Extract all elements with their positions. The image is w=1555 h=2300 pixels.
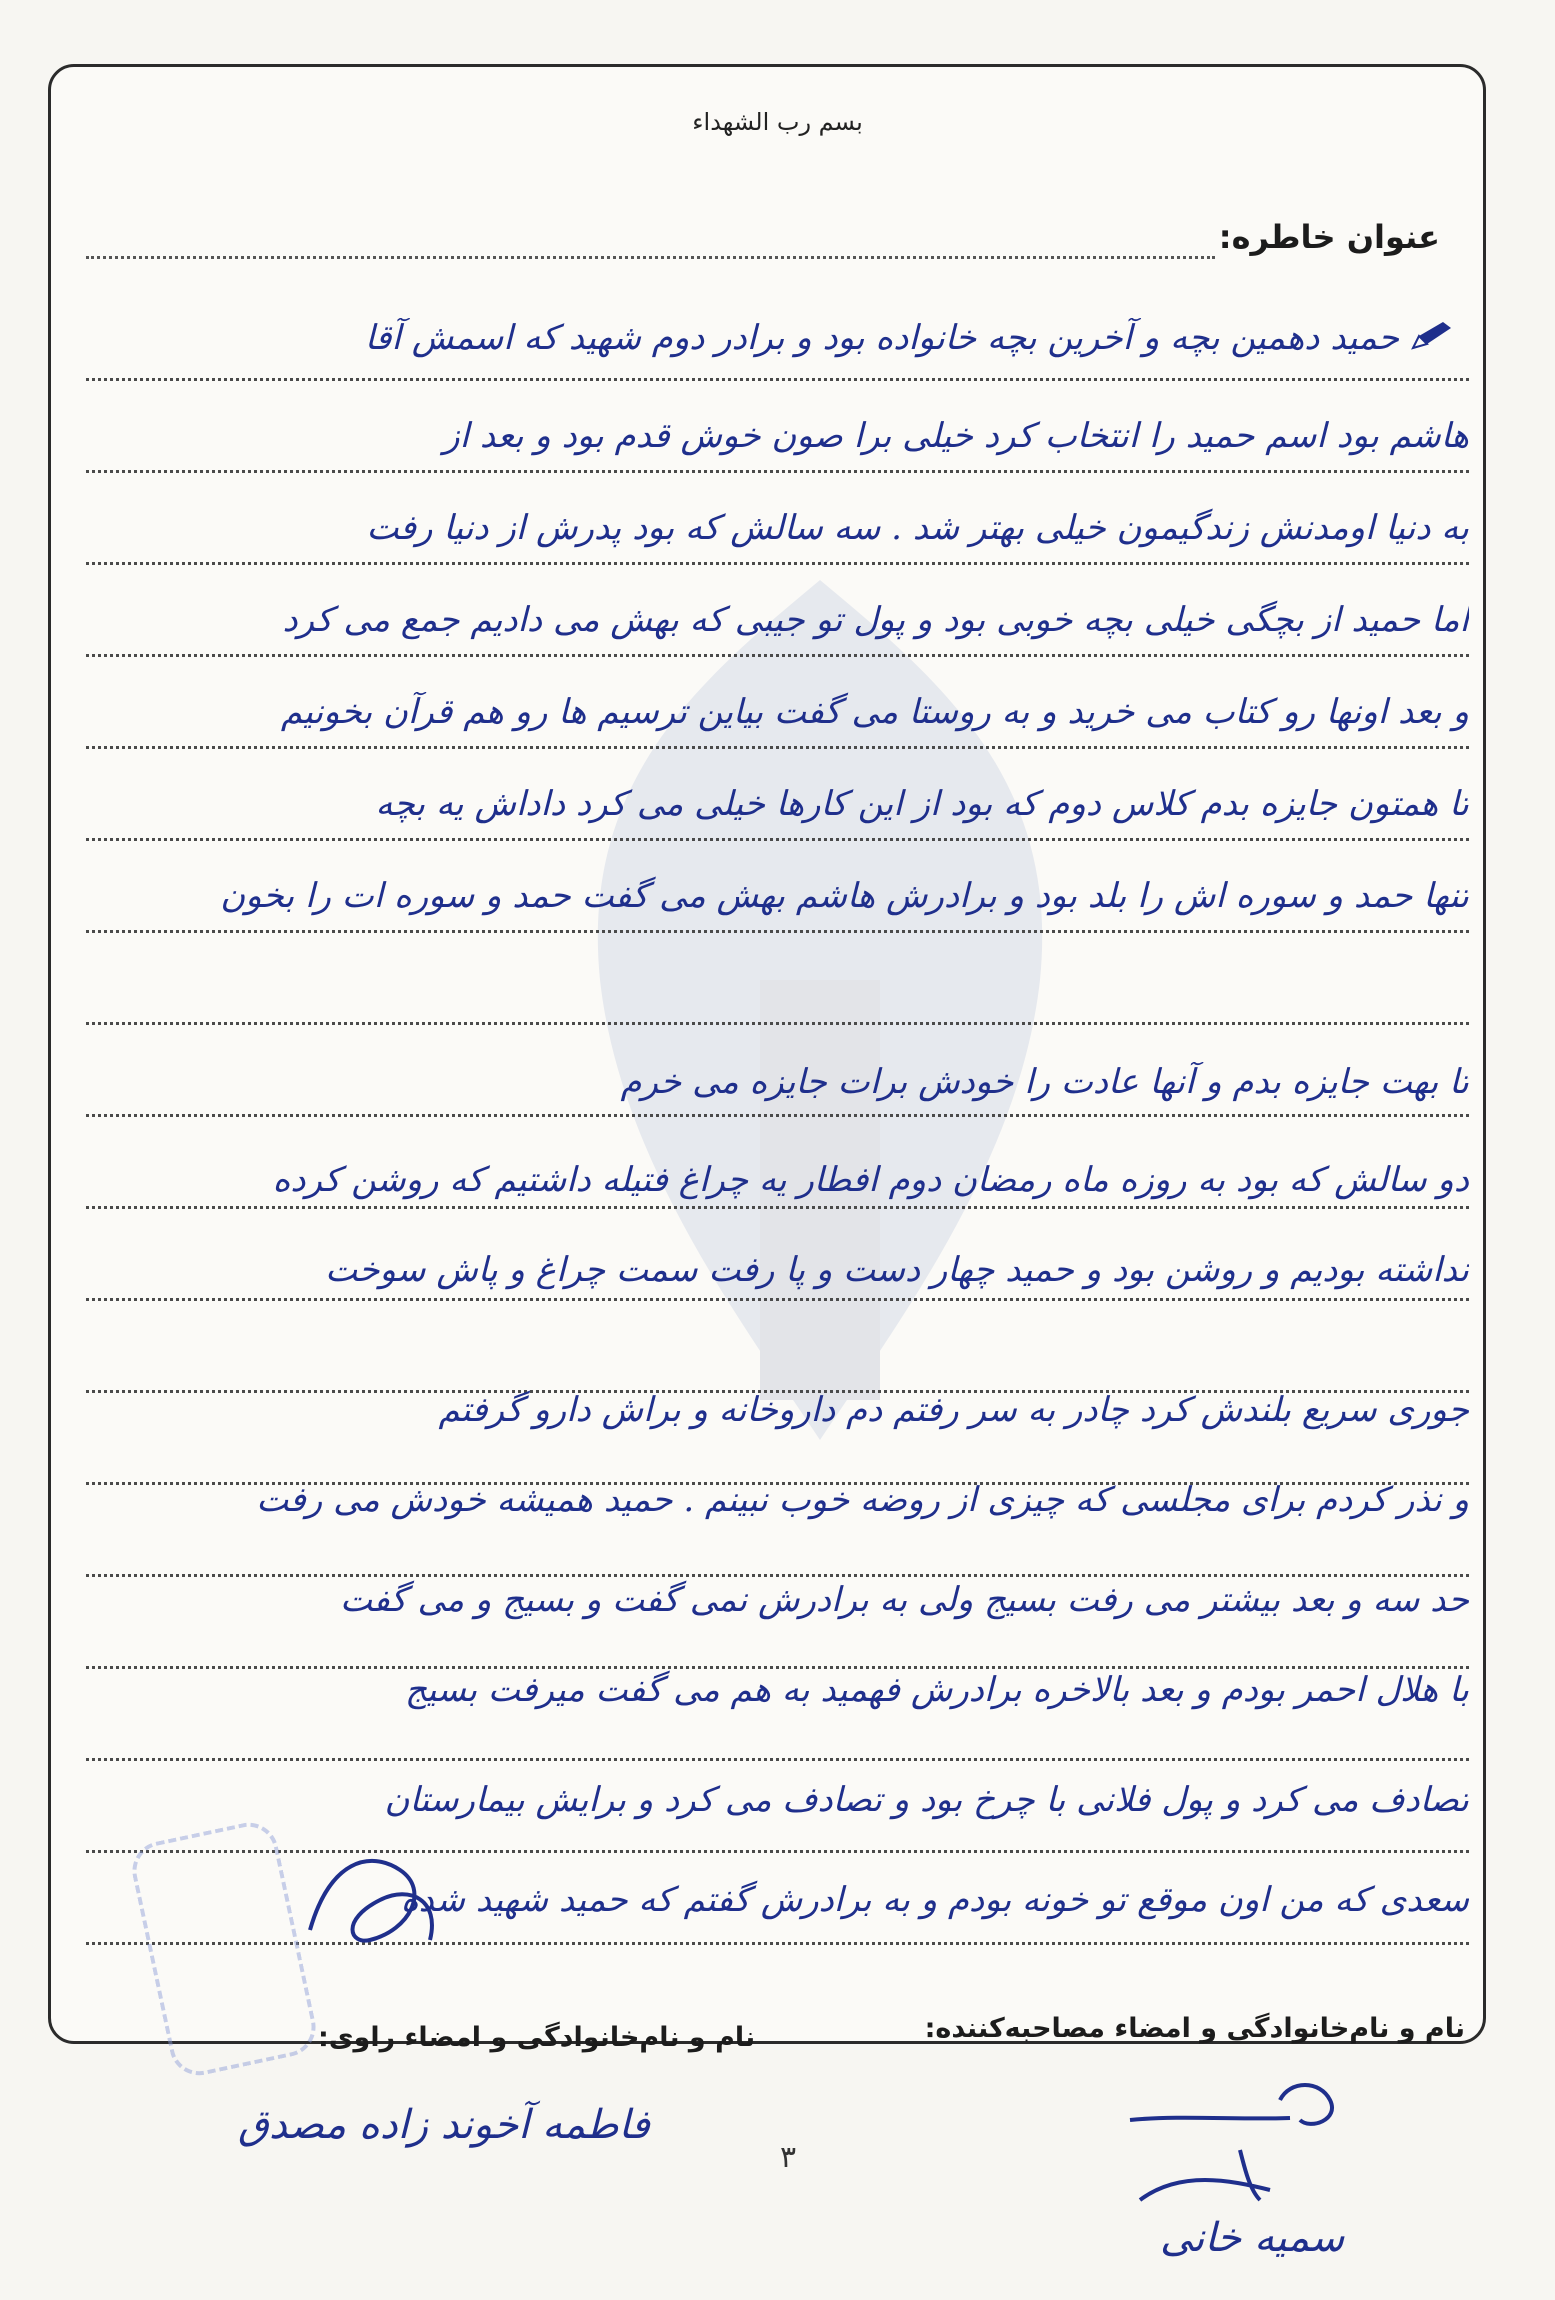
- memoir-line: حمید دهمین بچه و آخرین بچه خانواده بود و برادر دوم شهید که اسمش آقا: [364, 318, 1399, 358]
- ruled-line: [86, 560, 1469, 565]
- narrator-label: نام و نام‌خانوادگی و امضاء راوی:: [318, 2022, 756, 2053]
- ruled-line: [86, 652, 1469, 657]
- narrator-signature: [290, 1840, 450, 1960]
- interviewer-signature: [1120, 2060, 1420, 2220]
- ruled-line: [86, 836, 1469, 841]
- ruled-line: [86, 1664, 1469, 1669]
- title-dotted-line: [86, 256, 1215, 259]
- ruled-line: [86, 1296, 1469, 1301]
- ruled-line: [86, 1756, 1469, 1761]
- page-number: ۳: [780, 2140, 797, 2175]
- ruled-line: [86, 744, 1469, 749]
- memoir-line: و نذر کردم برای مجلسی که چیزی از روضه خوب نبینم . حمید همیشه خودش می رفت: [256, 1480, 1469, 1520]
- interviewer-handwritten-name: سمیه خانی: [1160, 2215, 1345, 2261]
- memoir-line: هاشم بود اسم حمید را انتخاب کرد خیلی برا صون خوش قدم بود و بعد از: [443, 416, 1469, 456]
- memoir-line: اما حمید از بچگی خیلی بچه خوبی بود و پول تو جیبی که بهش می دادیم جمع می کرد: [282, 600, 1469, 640]
- memoir-line: دو سالش که بود به روزه ماه رمضان دوم افطار یه چراغ فتیله داشتیم که روشن کرده: [272, 1160, 1469, 1200]
- memoir-line: با هلال احمر بودم و بعد بالاخره برادرش فهمید به هم می گفت میرفت بسیج: [405, 1670, 1469, 1710]
- memoir-line: سعدی که من اون موقع تو خونه بودم و به برادرش گفتم که حمید شهید شده: [400, 1880, 1469, 1920]
- ruled-line: [86, 376, 1469, 381]
- memoir-title-label: عنوان خاطره:: [1218, 218, 1440, 256]
- memoir-line: جوری سریع بلندش کرد چادر به سر رفتم دم داروخانه و براش دارو گرفتم: [438, 1390, 1469, 1430]
- page-header: بسم رب الشهداء: [692, 108, 863, 136]
- ruled-line: [86, 468, 1469, 473]
- pencil-icon: [1409, 318, 1455, 352]
- interviewer-label: نام و نام‌خانوادگی و امضاء مصاحبه‌کننده:: [924, 2013, 1465, 2044]
- ruled-line: [86, 1572, 1469, 1577]
- memoir-line: تصادف می کرد و پول فلانی با چرخ بود و تصادف می کرد و برایش بیمارستان: [384, 1780, 1469, 1820]
- ruled-line: [86, 1020, 1469, 1025]
- memoir-line: به دنیا اومدنش زندگیمون خیلی بهتر شد . سه سالش که بود پدرش از دنیا رفت: [366, 508, 1469, 548]
- ruled-line: [86, 928, 1469, 933]
- ruled-line: [86, 1204, 1469, 1209]
- memoir-line: حد سه و بعد بیشتر می رفت بسیج ولی به برادرش نمی گفت و بسیج و می گفت: [339, 1580, 1469, 1620]
- narrator-handwritten-name: فاطمه آخوند زاده مصدق: [238, 2102, 650, 2148]
- memoir-line: تا همتون جایزه بدم کلاس دوم که بود از این کارها خیلی می کرد داداش یه بچه: [375, 784, 1469, 824]
- memoir-line: تا بهت جایزه بدم و آنها عادت را خودش برات جایزه می خرم: [620, 1062, 1469, 1102]
- memoir-line: نداشته بودیم و روشن بود و حمید چهار دست و پا رفت سمت چراغ و پاش سوخت: [325, 1250, 1469, 1290]
- memoir-line: و بعد اونها رو کتاب می خرید و به روستا می گفت بیاین ترسیم ها رو هم قرآن بخونیم: [280, 692, 1469, 732]
- ruled-line: [86, 1112, 1469, 1117]
- memoir-line: تنها حمد و سوره اش را بلد بود و برادرش هاشم بهش می گفت حمد و سوره ات را بخون: [220, 876, 1469, 916]
